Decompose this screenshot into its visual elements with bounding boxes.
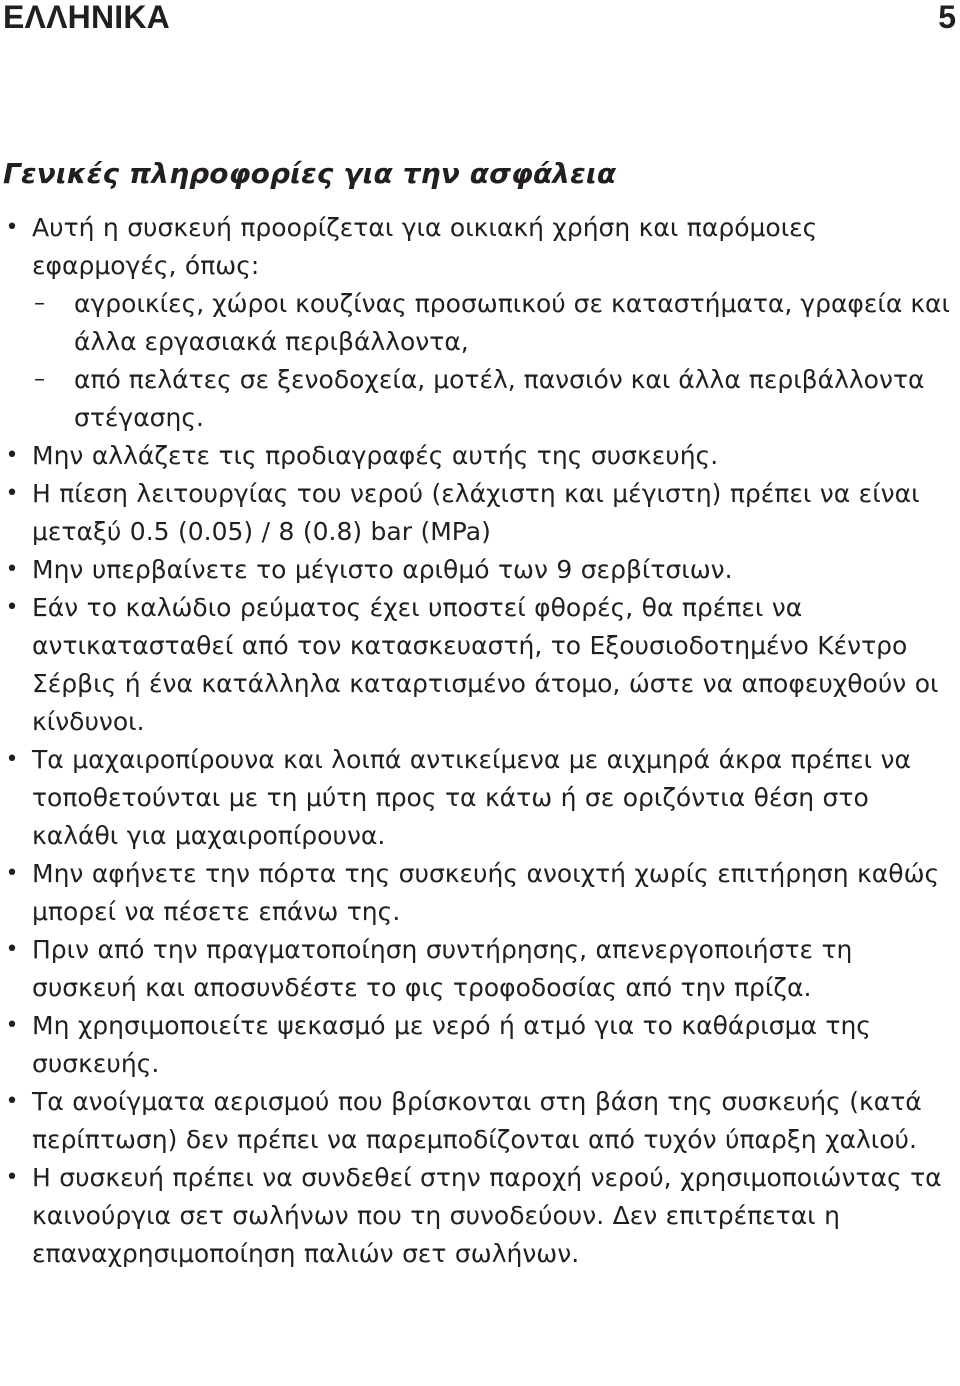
safety-item-text: Πριν από την πραγματοποίηση συντήρησης, απενεργοποιήστε τη συσκευή και αποσυνδέστε το φις τροφοδοσίας από την πρίζα. [32,935,853,1002]
safety-item-power-cable [0,589,958,741]
bullet-icon: • [5,1089,19,1114]
safety-subitem-staff-kitchens [0,285,958,361]
section-title: Γενικές πληροφορίες για την ασφάλεια [3,157,617,190]
safety-item-specifications [0,437,958,475]
safety-item-text: Μην αλλάζετε τις προδιαγραφές αυτής της συσκευής. [32,441,719,470]
safety-item-water-pressure [0,475,958,551]
bullet-icon: • [5,861,19,886]
safety-item-text: Εάν το καλώδιο ρεύματος έχει υποστεί φθορές, θα πρέπει να αντικατασταθεί από τον κατασκευαστή, το Εξουσιοδοτημένο Κέντρο Σέρβις ή ένα κατάλληλα καταρτισμένο άτομο, ώστε να αποφευχθούν οι κίνδυνοι. [32,593,939,736]
safety-item-text: Η πίεση λειτουργίας του νερού (ελάχιστη και μέγιστη) πρέπει να είναι μεταξύ 0.5 (0.05) / 8 (0.8) bar (MPa) [32,479,920,546]
safety-item-text: Τα ανοίγματα αερισμού που βρίσκονται στη βάση της συσκευής (κατά περίπτωση) δεν πρέπει να παρεμποδίζονται από τυχόν ύπαρξη χαλιού. [32,1087,922,1154]
safety-item-text: Μη χρησιμοποιείτε ψεκασμό με νερό ή ατμό για το καθάρισμα της συσκευής. [32,1011,871,1078]
bullet-icon: • [5,557,19,582]
language-label: ΕΛΛΗΝΙΚΑ [3,0,170,35]
safety-item-text: Τα μαχαιροπίρουνα και λοιπά αντικείμενα με αιχμηρά άκρα πρέπει να τοποθετούνται με τη μύτη προς τα κάτω ή σε οριζόντια θέση στο καλάθι για μαχαιροπίρουνα. [32,745,911,850]
dash-icon: – [34,291,45,316]
safety-subitem-text: από πελάτες σε ξενοδοχεία, μοτέλ, πανσιόν και άλλα περιβάλλοντα στέγασης. [74,365,925,432]
safety-item-text: Μην υπερβαίνετε το μέγιστο αριθμό των 9 σερβίτσιων. [32,555,733,584]
safety-item-sharp-cutlery [0,741,958,855]
bullet-icon: • [5,937,19,962]
safety-item-text: Μην αφήνετε την πόρτα της συσκευής ανοιχτή χωρίς επιτήρηση καθώς μπορεί να πέσετε επάνω της. [32,859,940,926]
safety-subitem-hotels [0,361,958,437]
dash-icon: – [34,367,45,392]
bullet-icon: • [5,443,19,468]
bullet-icon: • [5,215,19,240]
safety-item-open-door [0,855,958,931]
safety-item-max-settings [0,551,958,589]
safety-item-text: Αυτή η συσκευή προορίζεται για οικιακή χρήση και παρόμοιες εφαρμογές, όπως: [32,213,818,280]
page-number: 5 [938,0,956,35]
page-header [0,0,960,40]
safety-item-household-use [0,209,958,285]
bullet-icon: • [5,595,19,620]
bullet-icon: • [5,1013,19,1038]
safety-item-ventilation [0,1083,958,1159]
safety-list [0,209,958,1273]
safety-item-text: Η συσκευή πρέπει να συνδεθεί στην παροχή νερού, χρησιμοποιώντας τα καινούργια σετ σωλήνων που τη συνοδεύουν. Δεν επιτρέπεται η επαναχρησιμοποίηση παλιών σετ σωλήνων. [32,1163,942,1268]
bullet-icon: • [5,1165,19,1190]
safety-subitem-text: αγροικίες, χώροι κουζίνας προσωπικού σε καταστήματα, γραφεία και άλλα εργασιακά περιβάλλοντα, [74,289,950,356]
safety-item-no-spray [0,1007,958,1083]
safety-item-maintenance [0,931,958,1007]
bullet-icon: • [5,747,19,772]
safety-item-hose-sets [0,1159,958,1273]
bullet-icon: • [5,481,19,506]
